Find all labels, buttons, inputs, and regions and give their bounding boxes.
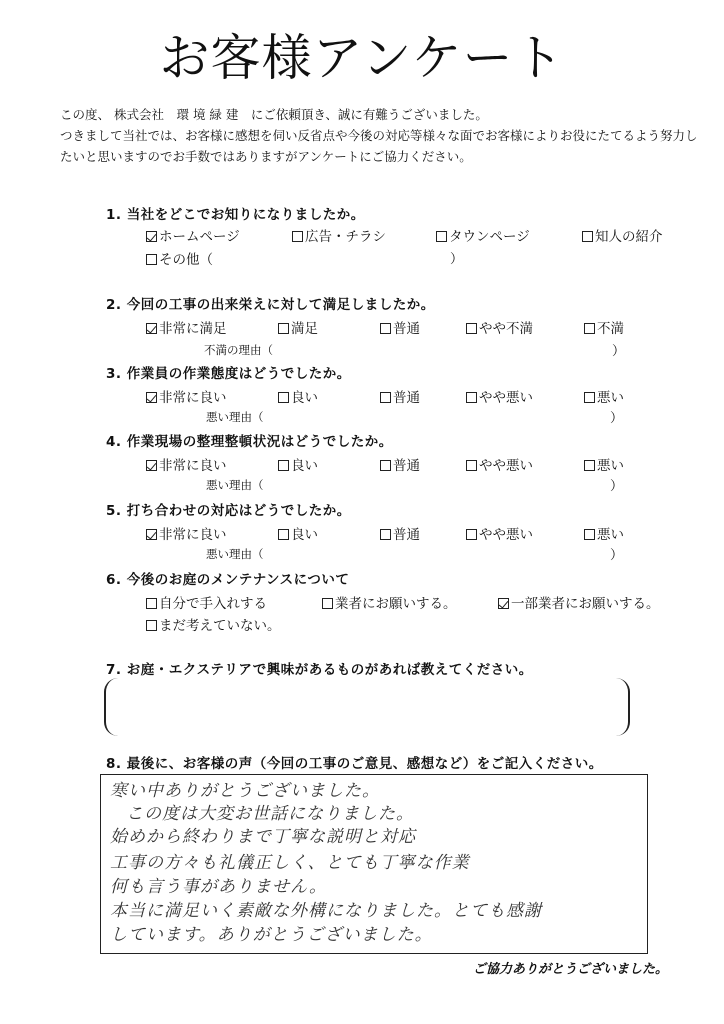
checkbox-checked[interactable] — [498, 598, 509, 609]
page-title: お客様アンケート — [159, 29, 565, 87]
checkbox[interactable] — [466, 392, 477, 403]
checkbox[interactable] — [466, 460, 477, 471]
checkbox-checked[interactable] — [146, 392, 157, 403]
q6-option-3[interactable]: 一部業者にお願いする。 — [498, 592, 660, 612]
q5-option-5[interactable]: 悪い — [584, 523, 624, 543]
checkbox[interactable] — [380, 392, 391, 403]
intro-line-2: つきまして当社では、お客様に感想を伺い反省点や今後の対応等様々な面でお客様によりお役にたてるよう努力し — [60, 128, 698, 143]
checkbox[interactable] — [278, 323, 289, 334]
q2-option-3[interactable]: 普通 — [380, 317, 420, 337]
handwritten-line-2: この度は大変お世話になりました。 — [126, 804, 414, 824]
closing-message: ご協力ありがとうございました。 — [472, 962, 668, 977]
q4-option-2[interactable]: 良い — [278, 454, 318, 474]
q3-option-1[interactable]: 非常に良い — [146, 386, 227, 406]
q5-option-3[interactable]: 普通 — [380, 523, 420, 543]
checkbox[interactable] — [278, 392, 289, 403]
handwritten-line-3: 始めから終わりまで丁寧な説明と対応 — [110, 827, 416, 847]
q5-option-4[interactable]: やや悪い — [466, 523, 533, 543]
checkbox[interactable] — [584, 323, 595, 334]
question-6-label: 6. 今後のお庭のメンテナンスについて — [106, 572, 350, 588]
q4-reason-label: 悪い理由（ — [206, 478, 264, 492]
question-5-label: 5. 打ち合わせの対応はどうでしたか。 — [106, 503, 351, 519]
q1-option-flyer[interactable]: 広告・チラシ — [292, 225, 386, 245]
handwritten-line-6: 本当に満足いく素敵な外構になりました。とても感謝 — [110, 901, 542, 921]
checkbox-checked[interactable] — [146, 231, 157, 242]
q2-reason-close: ） — [612, 344, 626, 359]
q2-option-2[interactable]: 満足 — [278, 317, 318, 337]
question-1-label: 1. 当社をどこでお知りになりましたか。 — [106, 207, 365, 223]
checkbox[interactable] — [380, 460, 391, 471]
q1-option-homepage[interactable]: ホームページ — [146, 225, 240, 245]
q4-option-4[interactable]: やや悪い — [466, 454, 533, 474]
checkbox[interactable] — [146, 620, 157, 631]
q2-option-4[interactable]: やや不満 — [466, 317, 533, 337]
checkbox-checked[interactable] — [146, 460, 157, 471]
q5-option-2[interactable]: 良い — [278, 523, 318, 543]
q4-option-3[interactable]: 普通 — [380, 454, 420, 474]
q3-option-4[interactable]: やや悪い — [466, 386, 533, 406]
q2-reason-label: 不満の理由（ — [204, 343, 273, 357]
intro-line-3: たいと思いますのでお手数ではありますがアンケートにご協力ください。 — [60, 149, 472, 164]
q6-option-4[interactable]: まだ考えていない。 — [146, 614, 281, 634]
checkbox-checked[interactable] — [146, 529, 157, 540]
q7-answer-box[interactable] — [104, 678, 630, 736]
handwritten-line-7: しています。ありがとうございました。 — [110, 925, 433, 945]
question-4-label: 4. 作業現場の整理整頓状況はどうでしたか。 — [106, 434, 393, 450]
q2-option-1[interactable]: 非常に満足 — [146, 317, 227, 337]
checkbox[interactable] — [278, 529, 289, 540]
checkbox[interactable] — [582, 231, 593, 242]
question-3-label: 3. 作業員の作業態度はどうでしたか。 — [106, 366, 351, 382]
handwritten-line-5: 何も言う事がありません。 — [110, 877, 328, 897]
q2-option-5[interactable]: 不満 — [584, 317, 624, 337]
q6-option-2[interactable]: 業者にお願いする。 — [322, 592, 457, 612]
checkbox[interactable] — [146, 598, 157, 609]
q1-option-other[interactable]: その他（ — [146, 248, 213, 268]
handwritten-line-4: 工事の方々も礼儀正しく、とても丁寧な作業 — [110, 853, 470, 873]
q4-option-1[interactable]: 非常に良い — [146, 454, 227, 474]
checkbox-checked[interactable] — [146, 323, 157, 334]
q1-option-townpage[interactable]: タウンページ — [436, 225, 530, 245]
q4-reason-close: ） — [610, 479, 624, 494]
q3-option-5[interactable]: 悪い — [584, 386, 624, 406]
q6-option-1[interactable]: 自分で手入れする — [146, 592, 267, 612]
checkbox[interactable] — [278, 460, 289, 471]
question-8-label: 8. 最後に、お客様の声（今回の工事のご意見、感想など）をご記入ください。 — [106, 756, 603, 772]
q5-option-1[interactable]: 非常に良い — [146, 523, 227, 543]
checkbox[interactable] — [146, 254, 157, 265]
checkbox[interactable] — [436, 231, 447, 242]
checkbox[interactable] — [322, 598, 333, 609]
q3-reason-close: ） — [610, 411, 624, 426]
q3-option-2[interactable]: 良い — [278, 386, 318, 406]
question-7-label: 7. お庭・エクステリアで興味があるものがあれば教えてください。 — [106, 662, 533, 678]
checkbox[interactable] — [292, 231, 303, 242]
q4-option-5[interactable]: 悪い — [584, 454, 624, 474]
handwritten-line-1: 寒い中ありがとうございました。 — [110, 781, 380, 801]
question-2-label: 2. 今回の工事の出来栄えに対して満足しましたか。 — [106, 297, 435, 313]
intro-line-1: この度、 株式会社 環 境 緑 建 にご依頼頂き、誠に有難うございました。 — [60, 107, 488, 122]
checkbox[interactable] — [380, 529, 391, 540]
q5-reason-close: ） — [610, 548, 624, 563]
checkbox[interactable] — [466, 323, 477, 334]
q1-other-close: ） — [450, 252, 464, 267]
checkbox[interactable] — [584, 529, 595, 540]
checkbox[interactable] — [380, 323, 391, 334]
q5-reason-label: 悪い理由（ — [206, 547, 264, 561]
checkbox[interactable] — [584, 460, 595, 471]
checkbox[interactable] — [466, 529, 477, 540]
q1-option-referral[interactable]: 知人の紹介 — [582, 225, 663, 245]
intro-text — [60, 104, 700, 167]
q3-reason-label: 悪い理由（ — [206, 410, 264, 424]
q3-option-3[interactable]: 普通 — [380, 386, 420, 406]
checkbox[interactable] — [584, 392, 595, 403]
